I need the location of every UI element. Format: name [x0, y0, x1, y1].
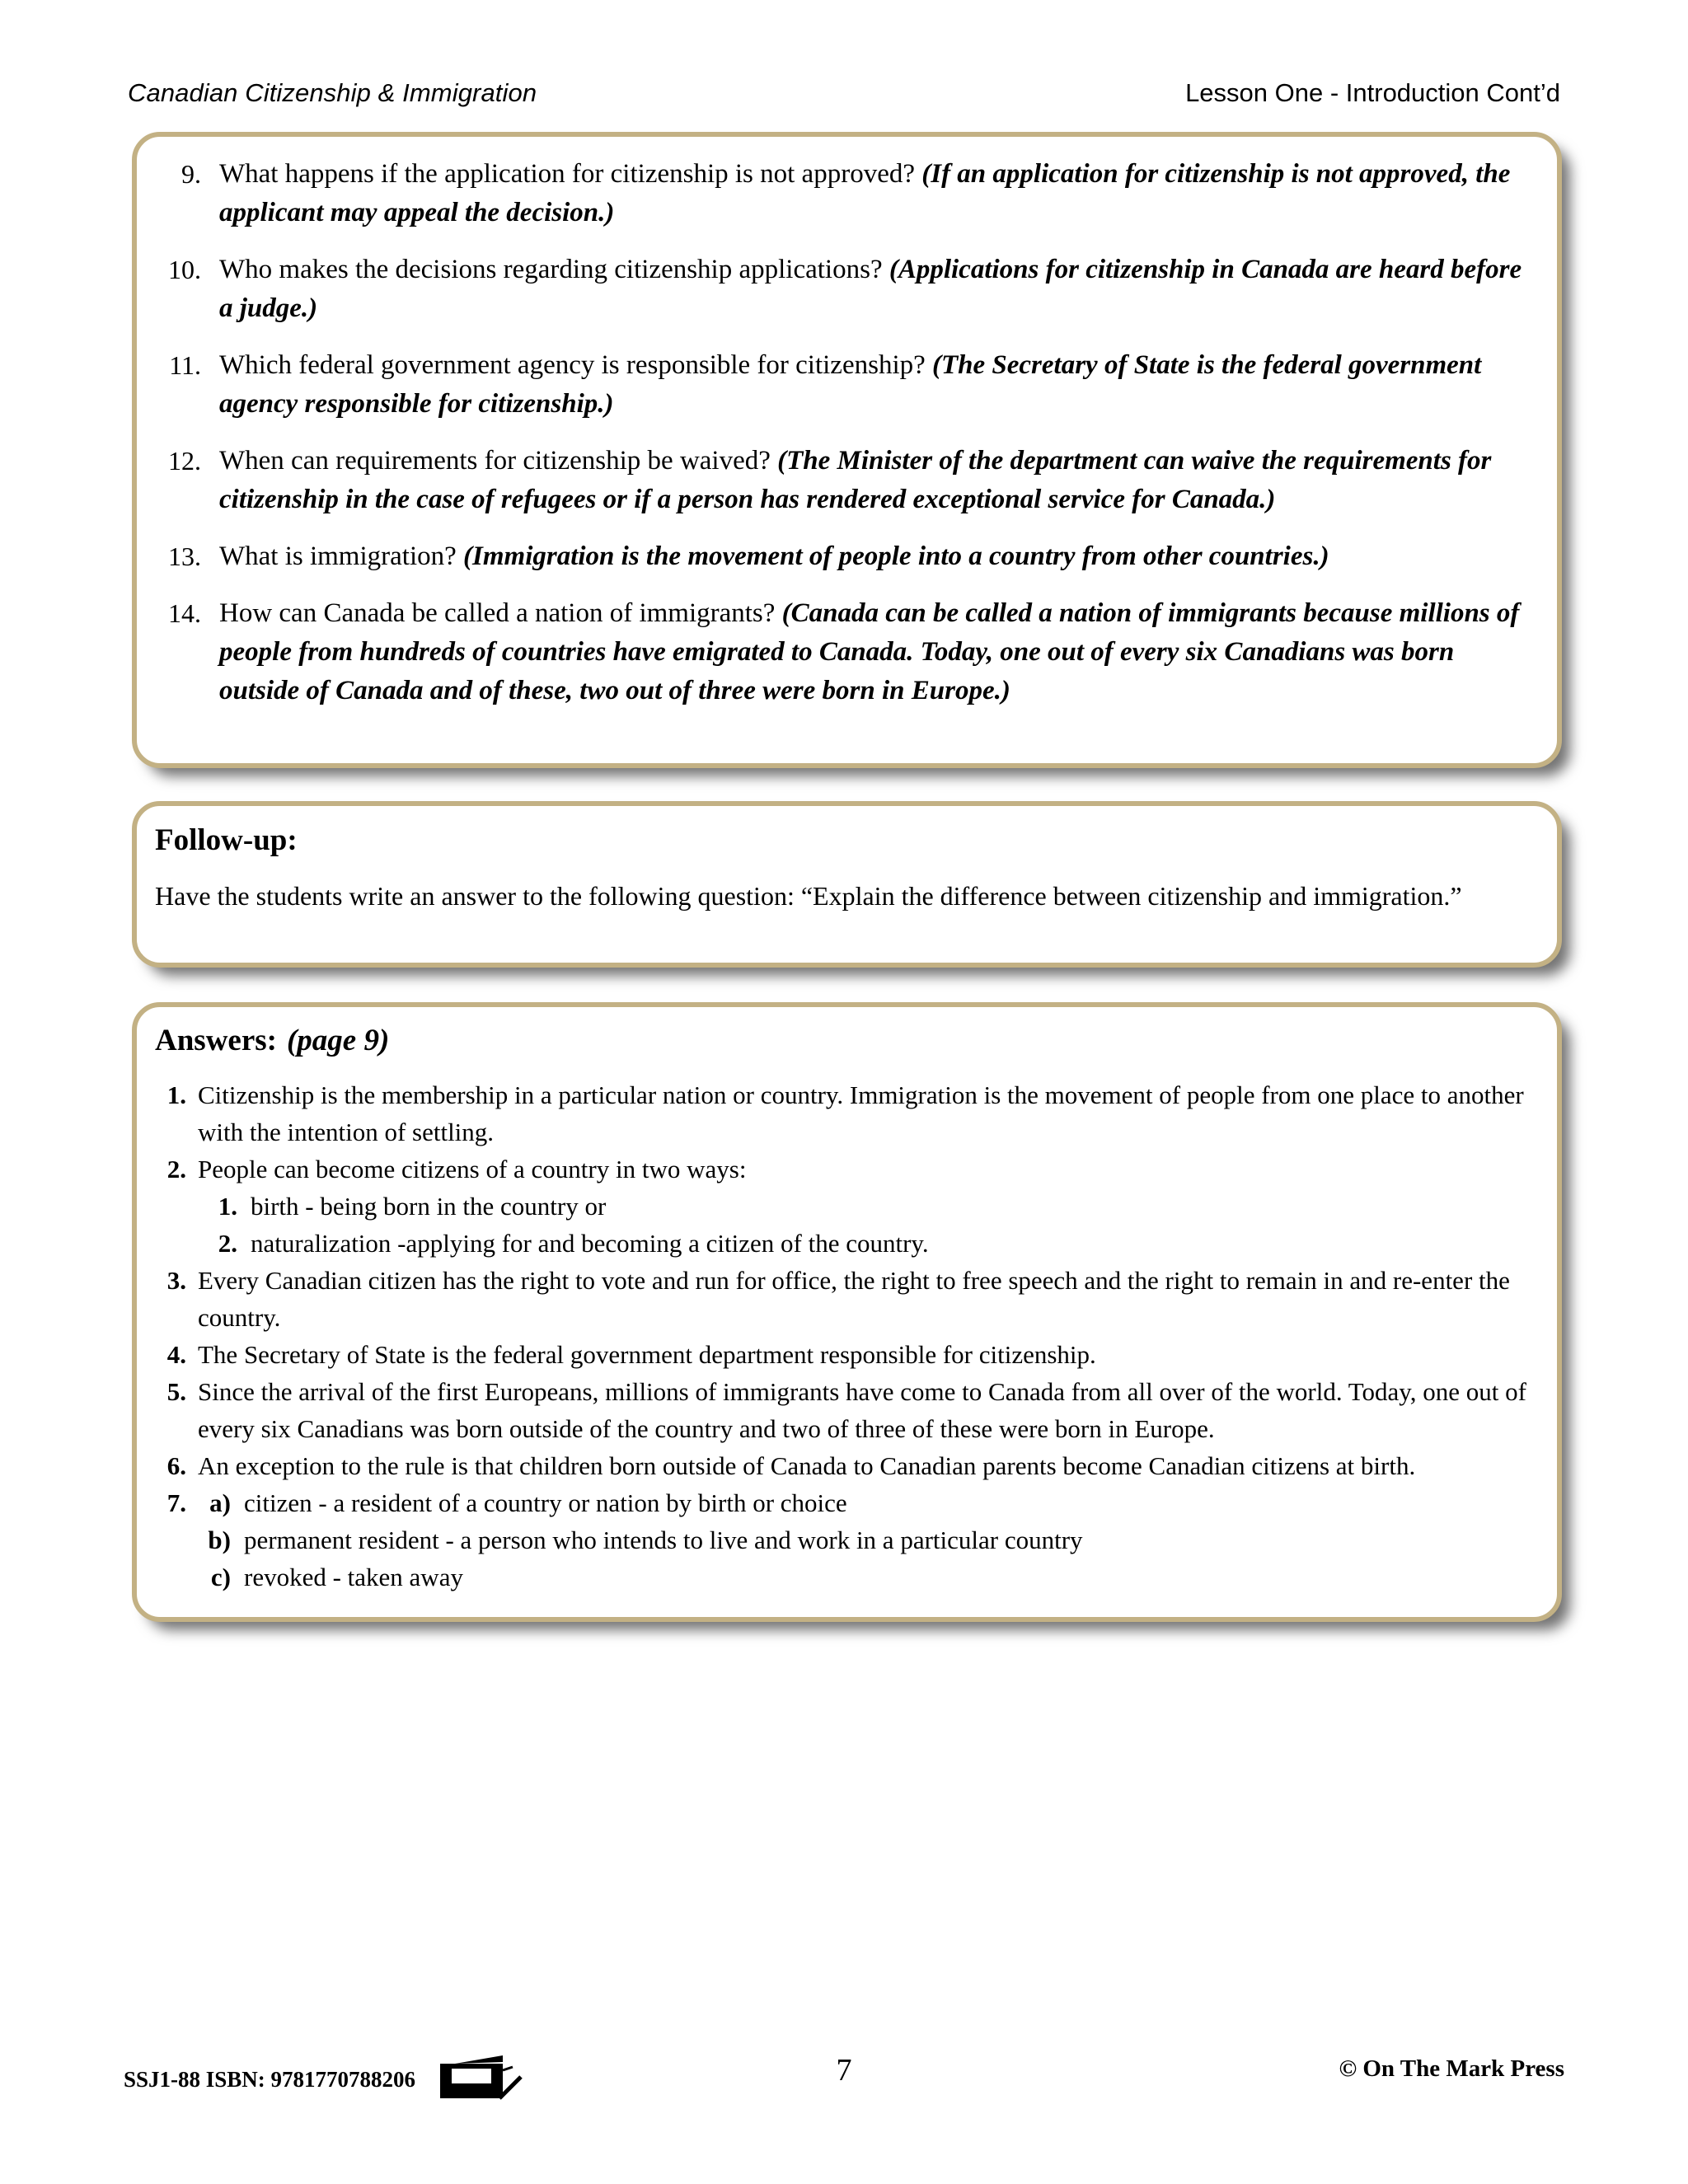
question-answer: (The Secretary of State is the federal government agency responsible for citizenship.) [219, 350, 1482, 419]
question-answer: (If an application for citizenship is not approved, the applicant may appeal the decision.) [219, 159, 1511, 227]
header-left-title: Canadian Citizenship & Immigration [128, 78, 537, 107]
header-right-title: Lesson One - Introduction Cont’d [1185, 78, 1560, 107]
question-number: 14. [168, 598, 201, 628]
answer-lettered-item [198, 1558, 1527, 1596]
answer-number: 3. [166, 1266, 186, 1295]
answer-subitem-text: birth - being born in the country or [251, 1192, 607, 1221]
answer-number: 6. [166, 1451, 186, 1480]
question-number: 10. [168, 255, 201, 284]
answer-text: Citizenship is the membership in a particular nation or country. Immigration is the movement of people from one place to another with the intention of settling. [198, 1080, 1524, 1146]
answers-page-ref: (page 9) [286, 1024, 390, 1057]
page-header [128, 78, 1560, 118]
question-text: When can requirements for citizenship be waived? [219, 446, 771, 476]
question-item [155, 251, 1524, 328]
footer-copyright: © On The Mark Press [1339, 2055, 1564, 2082]
answer-item [155, 1336, 1527, 1373]
answer-letter: c) [210, 1563, 231, 1591]
answer-number: 4. [166, 1340, 186, 1369]
answers-title [155, 1017, 1527, 1065]
question-body [219, 442, 1524, 519]
question-text: How can Canada be called a nation of immigrants? [219, 598, 776, 628]
question-number: 11. [169, 350, 201, 380]
footer-page-number: 7 [836, 2053, 852, 2088]
question-item [155, 442, 1524, 519]
question-number: 13. [168, 541, 201, 571]
question-answer: (The Minister of the department can waive the requirements for citizenship in the case of refugees or if a person has rendered exceptional service for Canada.) [219, 446, 1492, 514]
question-item [155, 155, 1524, 232]
answer-subitem [155, 1225, 1527, 1262]
question-body [219, 251, 1524, 328]
answers-title-label: Answers: [155, 1024, 277, 1057]
answer-number: 1. [166, 1080, 186, 1109]
question-body [219, 155, 1524, 232]
answer-lettered-list [198, 1484, 1527, 1596]
answer-text: Every Canadian citizen has the right to vote and run for office, the right to free speech and the right to remain in and re-enter the country. [198, 1266, 1510, 1332]
answer-item [155, 1262, 1527, 1336]
questions-list [155, 155, 1524, 729]
answer-number: 5. [166, 1377, 186, 1406]
question-number: 12. [168, 446, 201, 476]
answer-letter-text: revoked - taken away [244, 1563, 463, 1591]
question-text: Which federal government agency is responsible for citizenship? [219, 350, 926, 380]
question-text: Who makes the decisions regarding citizenship applications? [219, 255, 883, 284]
question-answer: (Canada can be called a nation of immigrants because millions of people from hundreds of countries have emigrated to Canada. Today, one out of every six Canadians was born outside of Canada and of these, two out of three were born in Europe.) [219, 598, 1520, 705]
questions-panel [132, 132, 1562, 768]
answer-text: The Secretary of State is the federal government department responsible for citizenship. [198, 1340, 1096, 1369]
answer-letter: b) [208, 1526, 231, 1554]
followup-panel [132, 801, 1562, 968]
question-item [155, 537, 1524, 576]
answer-number: 7. [166, 1488, 186, 1517]
question-text: What is immigration? [219, 541, 457, 571]
answer-sublist [155, 1188, 1527, 1262]
answer-subitem-text: naturalization -applying for and becoming a citizen of the country. [251, 1229, 929, 1258]
answer-text: Since the arrival of the first Europeans, millions of immigrants have come to Canada from all over of the world. Today, one out of every six Canadians was born outside of the country and two of three of these were born in Europe. [198, 1377, 1526, 1443]
answer-lettered-item [198, 1484, 1527, 1521]
question-answer: (Immigration is the movement of people into a country from other countries.) [463, 541, 1329, 571]
answer-text: People can become citizens of a country in two ways: [198, 1155, 747, 1183]
answer-subitem-number: 2. [218, 1229, 237, 1258]
answer-lettered-item [198, 1521, 1527, 1558]
answers-list [155, 1076, 1527, 1596]
question-answer: (Applications for citizenship in Canada are heard before a judge.) [219, 255, 1522, 323]
answer-item [155, 1151, 1527, 1188]
answer-item [155, 1447, 1527, 1484]
answers-panel [132, 1002, 1562, 1622]
answer-item [155, 1373, 1527, 1447]
question-number: 9. [181, 159, 201, 189]
question-text: What happens if the application for citizenship is not approved? [219, 159, 915, 189]
followup-content [155, 818, 1527, 915]
answer-subitem [155, 1188, 1527, 1225]
followup-text: Have the students write an answer to the following question: “Explain the difference between citizenship and immigration.” [155, 881, 1462, 911]
answer-text: An exception to the rule is that children born outside of Canada to Canadian parents become Canadian citizens at birth. [198, 1451, 1416, 1480]
question-item [155, 346, 1524, 424]
question-body [219, 594, 1524, 710]
page-footer [124, 2052, 1564, 2092]
answer-number: 2. [166, 1155, 186, 1183]
answer-letter: a) [209, 1488, 231, 1517]
answer-subitem-number: 1. [218, 1192, 237, 1221]
answer-item [155, 1484, 1527, 1596]
answer-letter-text: citizen - a resident of a country or nation by birth or choice [244, 1488, 847, 1517]
question-body [219, 346, 1524, 424]
followup-title: Follow-up: [155, 823, 298, 857]
footer-code: SSJ1-88 ISBN: 9781770788206 [124, 2066, 416, 2092]
question-body [219, 537, 1524, 576]
answers-content [155, 1017, 1527, 1596]
answer-item [155, 1076, 1527, 1151]
question-item [155, 594, 1524, 710]
answer-letter-text: permanent resident - a person who intends to live and work in a particular country [244, 1526, 1083, 1554]
